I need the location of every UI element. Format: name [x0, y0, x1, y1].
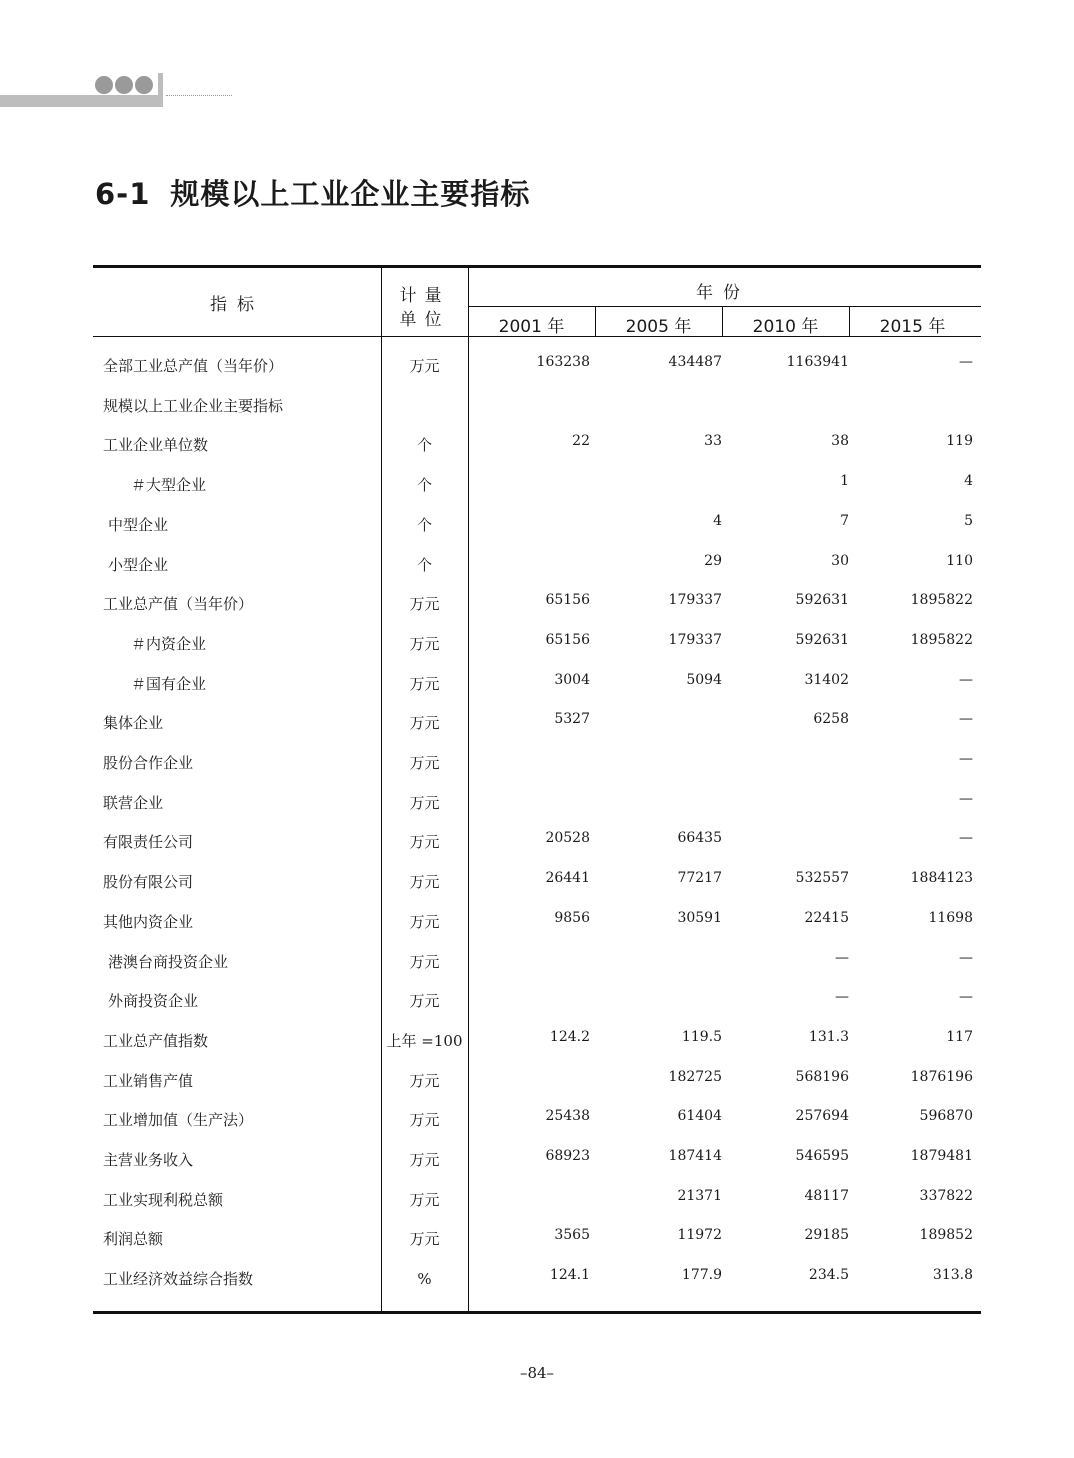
- table-row: [93, 585, 981, 625]
- row-value: 29185: [804, 1227, 849, 1244]
- row-value: 25438: [545, 1108, 590, 1125]
- row-label: ＃内资企业: [131, 634, 207, 653]
- table-row: [93, 1101, 981, 1141]
- row-value: 234.5: [808, 1267, 849, 1284]
- table-row: [93, 903, 981, 943]
- row-value: 26441: [545, 870, 590, 887]
- row-unit: 万元: [409, 595, 440, 614]
- indicator-table: [93, 265, 981, 1314]
- row-value: —: [959, 751, 973, 767]
- row-value: 117: [946, 1028, 973, 1045]
- row-label: 中型企业: [108, 515, 169, 534]
- row-value: 596870: [919, 1108, 973, 1125]
- row-label: 其他内资企业: [103, 912, 194, 931]
- row-unit: 万元: [409, 873, 440, 892]
- row-value: 546595: [795, 1148, 849, 1164]
- row-value: 5: [964, 512, 973, 529]
- table-row: [93, 347, 981, 387]
- row-value: 3004: [554, 671, 590, 688]
- header-dot: [115, 76, 133, 94]
- row-value: —: [959, 790, 973, 807]
- table-row: [93, 1022, 981, 1062]
- row-value: 22: [572, 433, 590, 450]
- row-value: —: [959, 949, 973, 966]
- row-value: 30591: [677, 909, 722, 926]
- row-unit: 万元: [409, 714, 440, 733]
- row-label: 联营企业: [103, 793, 164, 812]
- row-value: 20528: [545, 830, 590, 847]
- row-value: 177.9: [681, 1267, 722, 1284]
- row-value: 110: [946, 552, 973, 569]
- row-value: —: [959, 671, 973, 688]
- row-unit: %: [417, 1270, 432, 1289]
- row-unit: 万元: [409, 754, 440, 772]
- row-value: 1895822: [910, 592, 973, 609]
- row-value: 131.3: [808, 1028, 849, 1045]
- row-value: —: [835, 989, 849, 1006]
- row-unit: 万元: [409, 674, 440, 693]
- row-unit: 万元: [409, 952, 440, 971]
- row-value: 38: [831, 433, 849, 450]
- table-row: [93, 546, 981, 586]
- row-value: 119: [946, 433, 973, 450]
- row-value: 568196: [795, 1068, 849, 1085]
- row-unit: 个: [416, 436, 432, 455]
- table-row: [93, 506, 981, 546]
- row-unit: 万元: [409, 357, 440, 375]
- row-unit: 万元: [409, 833, 440, 852]
- row-unit: 万元: [409, 1190, 440, 1209]
- row-value: 33: [704, 433, 722, 450]
- header-unit-line2: 单位: [399, 310, 450, 330]
- header-unit-line1: 计量: [399, 286, 450, 306]
- year-header-rule: [468, 306, 981, 307]
- row-unit: 个: [416, 555, 432, 574]
- row-label: 小型企业: [108, 555, 169, 574]
- row-unit: 万元: [409, 1111, 440, 1130]
- row-value: 124.1: [549, 1267, 590, 1284]
- row-label: 工业总产值（当年价）: [103, 595, 254, 614]
- row-label: 港澳台商投资企业: [108, 952, 229, 971]
- table-row: [93, 1181, 981, 1221]
- header-dotted-line: [166, 95, 232, 96]
- row-label: 工业实现利税总额: [103, 1190, 224, 1209]
- row-value: 1163941: [786, 354, 849, 370]
- row-unit: 万元: [409, 912, 440, 931]
- row-value: 434487: [668, 354, 722, 370]
- header-year-2001: 2001 年: [498, 317, 565, 337]
- row-value: —: [835, 949, 849, 966]
- row-label: 外商投资企业: [108, 992, 199, 1011]
- row-unit: 上年 =100: [386, 1031, 463, 1050]
- row-value: 29: [704, 552, 722, 569]
- row-unit: 万元: [409, 1071, 440, 1090]
- row-value: 9856: [554, 909, 590, 926]
- row-label: 有限责任公司: [103, 833, 194, 852]
- row-label: 规模以上工业企业主要指标: [103, 396, 284, 415]
- header-year-group: 年份: [696, 283, 750, 303]
- row-label: 主营业务收入: [103, 1151, 194, 1169]
- row-label: 工业经济效益综合指数: [103, 1270, 254, 1289]
- row-value: —: [959, 830, 973, 847]
- row-label: ＃大型企业: [131, 476, 207, 495]
- header-decoration-tick: [158, 73, 163, 107]
- header-year-2010: 2010 年: [752, 317, 819, 337]
- row-value: 187414: [668, 1148, 722, 1164]
- row-label: 工业企业单位数: [103, 436, 209, 455]
- header-unit: [381, 284, 468, 332]
- header-year-2015: 2015 年: [879, 317, 946, 337]
- row-value: 4: [964, 473, 973, 490]
- row-unit: 万元: [409, 1230, 440, 1249]
- row-value: 163238: [536, 354, 590, 370]
- table-row: [93, 823, 981, 863]
- header-dot: [95, 76, 113, 94]
- table-row: [93, 665, 981, 705]
- header-dot: [135, 76, 153, 94]
- row-label: 工业增加值（生产法）: [103, 1111, 254, 1130]
- header-indicator: 指标: [210, 295, 264, 315]
- row-value: 65156: [545, 592, 590, 609]
- page-number: –84–: [519, 1364, 555, 1382]
- row-unit: 个: [416, 515, 432, 534]
- table-row: [93, 704, 981, 744]
- row-value: 77217: [677, 870, 722, 887]
- row-value: —: [959, 711, 973, 728]
- row-value: 48117: [804, 1187, 849, 1204]
- row-value: 592631: [795, 631, 849, 648]
- row-value: 31402: [804, 671, 849, 688]
- row-value: 532557: [795, 870, 849, 887]
- row-value: 22415: [804, 909, 849, 926]
- row-unit: 万元: [409, 1151, 440, 1169]
- row-label: 全部工业总产值（当年价）: [103, 357, 284, 375]
- table-row: [93, 1260, 981, 1300]
- page-title: [95, 172, 530, 213]
- row-unit: 万元: [409, 793, 440, 812]
- row-value: 182725: [668, 1068, 722, 1085]
- row-unit: 万元: [409, 992, 440, 1011]
- row-value: 1876196: [910, 1068, 973, 1085]
- table-number: 6-1: [95, 177, 151, 211]
- row-value: 30: [831, 552, 849, 569]
- table-row: [93, 982, 981, 1022]
- row-value: 11972: [677, 1227, 722, 1244]
- row-value: 66435: [677, 830, 722, 847]
- row-value: 4: [713, 512, 722, 529]
- row-value: 5094: [686, 671, 722, 688]
- table-row: [93, 1141, 981, 1181]
- row-value: 179337: [668, 592, 722, 609]
- row-value: 1884123: [910, 870, 973, 887]
- table-row: [93, 1062, 981, 1102]
- row-unit: 万元: [409, 634, 440, 653]
- row-value: 65156: [545, 631, 590, 648]
- row-value: 21371: [677, 1187, 722, 1204]
- table-row: [93, 1220, 981, 1260]
- table-row: [93, 943, 981, 983]
- row-value: 68923: [545, 1148, 590, 1164]
- header-decoration-bar: [0, 95, 158, 107]
- row-value: 1879481: [910, 1148, 973, 1164]
- table-row: [93, 466, 981, 506]
- table-row: [93, 744, 981, 784]
- row-value: 119.5: [681, 1028, 722, 1045]
- row-label: 利润总额: [103, 1230, 164, 1249]
- row-value: 189852: [919, 1227, 973, 1244]
- table-row: [93, 387, 981, 427]
- row-value: 179337: [668, 631, 722, 648]
- row-label: 股份合作企业: [103, 754, 194, 772]
- row-value: 6258: [813, 711, 849, 728]
- row-value: 61404: [677, 1108, 722, 1125]
- row-value: 1895822: [910, 631, 973, 648]
- row-label: 工业总产值指数: [103, 1031, 209, 1050]
- row-value: 313.8: [932, 1267, 973, 1284]
- header-year-2005: 2005 年: [625, 317, 692, 337]
- header-decoration-dots: [95, 76, 153, 94]
- table-title: 规模以上工业企业主要指标: [170, 177, 531, 211]
- table-row: [93, 625, 981, 665]
- table-row: [93, 784, 981, 824]
- row-value: 3565: [554, 1227, 590, 1244]
- table-row: [93, 863, 981, 903]
- row-value: 257694: [795, 1108, 849, 1125]
- row-label: 工业销售产值: [103, 1071, 194, 1090]
- row-value: —: [959, 354, 973, 370]
- row-value: 592631: [795, 592, 849, 609]
- row-unit: 个: [416, 476, 432, 495]
- row-value: —: [959, 989, 973, 1006]
- row-value: 124.2: [549, 1028, 590, 1045]
- row-value: 337822: [919, 1187, 973, 1204]
- row-value: 1: [840, 473, 849, 490]
- row-label: 集体企业: [103, 714, 164, 733]
- row-label: ＃国有企业: [131, 674, 207, 693]
- row-value: 11698: [928, 909, 973, 926]
- row-value: 7: [840, 512, 849, 529]
- row-label: 股份有限公司: [103, 873, 194, 892]
- table-row: [93, 426, 981, 466]
- row-value: 5327: [554, 711, 590, 728]
